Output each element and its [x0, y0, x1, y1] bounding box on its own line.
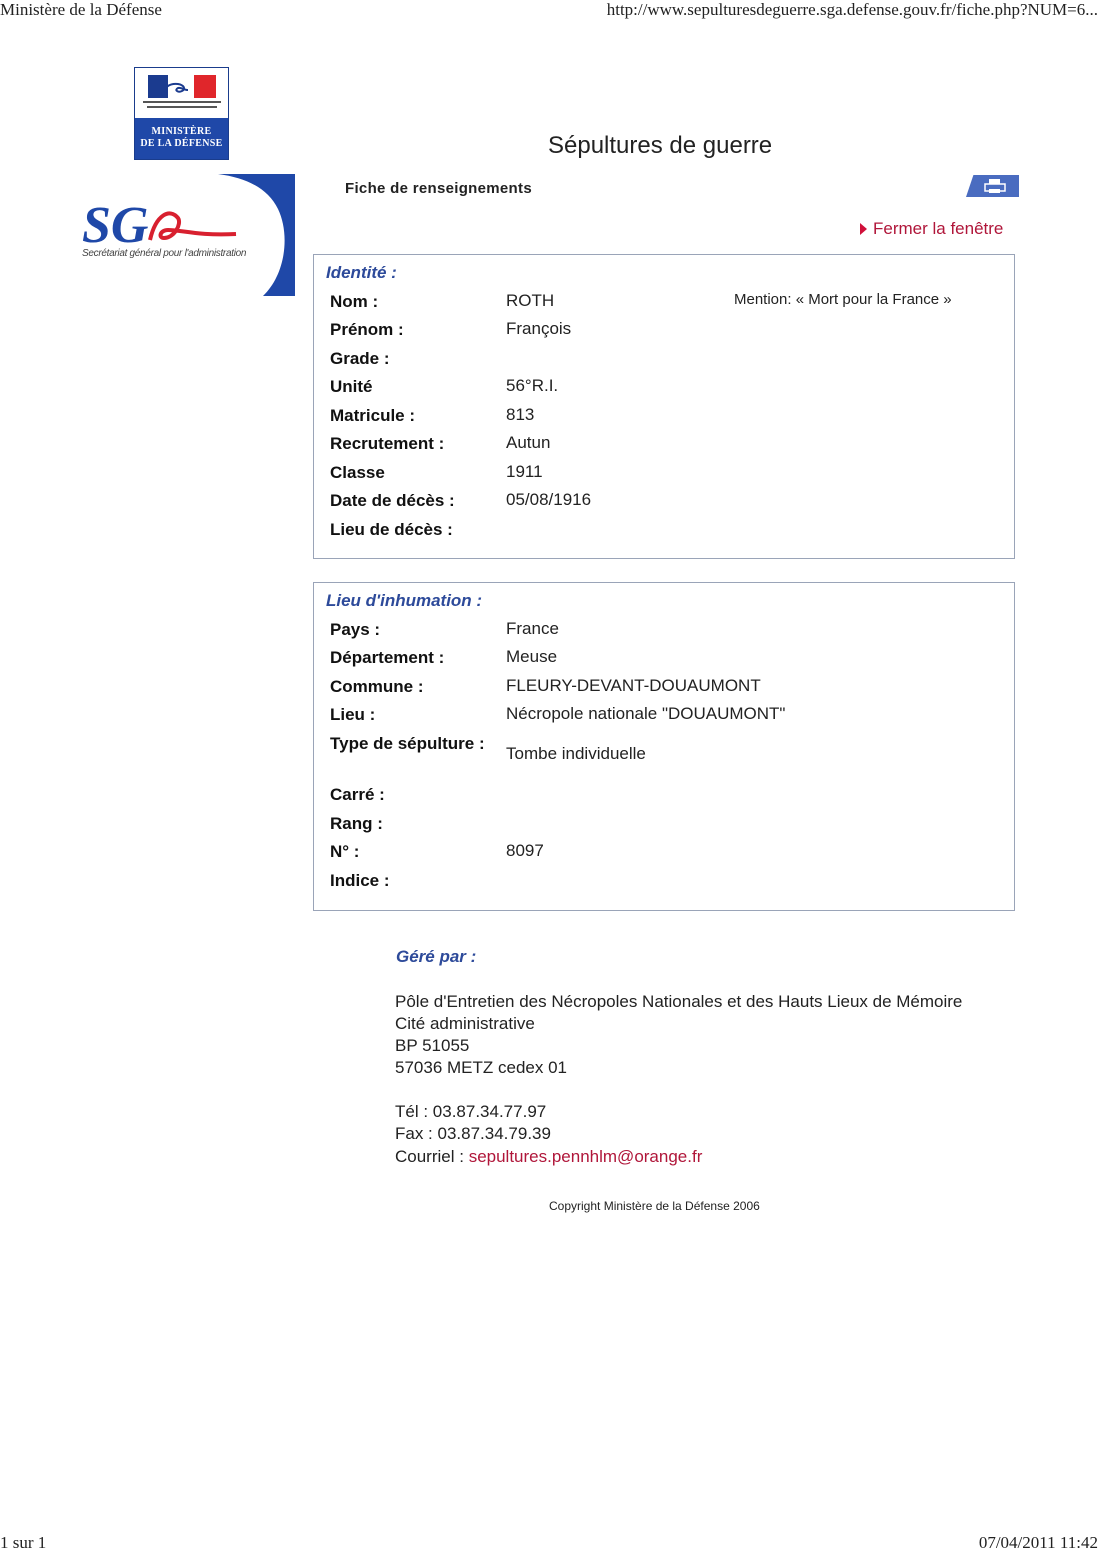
burial-title: Lieu d'inhumation : — [326, 591, 483, 610]
field-value: Nécropole nationale "DOUAUMONT" — [506, 704, 786, 723]
print-header — [0, 0, 1100, 22]
field-label: Département : — [330, 648, 445, 667]
ministry-logo-line2: DE LA DÉFENSE — [140, 138, 223, 149]
svg-text:SG: SG — [82, 197, 149, 254]
site-title: Sépultures de guerre — [548, 132, 773, 159]
field-value: Tombe individuelle — [506, 744, 646, 763]
close-window-link[interactable] — [860, 219, 1003, 239]
field-label: Prénom : — [330, 320, 404, 339]
field-label: Nom : — [330, 292, 379, 311]
managed-by-address-line: BP 51055 — [395, 1036, 470, 1055]
field-label: Lieu de décès : — [330, 520, 453, 539]
field-label: Matricule : — [330, 406, 416, 425]
copyright: Copyright Ministère de la Défense 2006 — [549, 1199, 760, 1213]
email-link[interactable]: sepultures.pennhlm@orange.fr — [468, 1147, 703, 1166]
managed-by-address-line: 57036 METZ cedex 01 — [395, 1058, 567, 1077]
field-label: N° : — [330, 842, 360, 861]
field-label: Date de décès : — [330, 491, 455, 510]
field-label: Lieu : — [330, 705, 376, 724]
print-header-left: Ministère de la Défense — [0, 0, 162, 19]
burial-panel — [313, 582, 1015, 911]
print-button[interactable] — [966, 175, 1019, 197]
field-value: ROTH — [506, 291, 555, 310]
field-label: Commune : — [330, 677, 424, 696]
field-label: Pays : — [330, 620, 381, 639]
field-label: Unité — [330, 377, 373, 396]
field-label: Recrutement : — [330, 434, 445, 453]
field-value: 8097 — [506, 841, 544, 860]
identity-title: Identité : — [326, 263, 397, 282]
sga-swoosh-icon — [78, 174, 298, 298]
field-label: Indice : — [330, 871, 390, 890]
field-label: Classe — [330, 463, 385, 482]
print-footer — [0, 1533, 1100, 1555]
field-value: 05/08/1916 — [506, 490, 592, 509]
field-value: 813 — [506, 405, 535, 424]
managed-by-title: Géré par : — [396, 947, 477, 966]
close-window-label: Fermer la fenêtre — [873, 219, 1004, 238]
marianne-icon — [148, 75, 216, 98]
motto-icon — [143, 101, 221, 109]
field-value: Autun — [506, 433, 551, 452]
sga-tagline: Secrétariat général pour l'administration — [82, 248, 247, 259]
email-label: Courriel : — [395, 1147, 469, 1166]
field-value: Meuse — [506, 647, 558, 666]
field-value: France — [506, 619, 559, 638]
field-value: FLEURY-DEVANT-DOUAUMONT — [506, 676, 761, 695]
field-value: 56°R.I. — [506, 376, 559, 395]
arrow-right-icon — [860, 223, 867, 235]
field-label: Grade : — [330, 349, 390, 368]
print-timestamp: 07/04/2011 11:42 — [978, 1533, 1098, 1552]
field-value: François — [506, 319, 572, 338]
field-label: Carré : — [330, 785, 385, 804]
field-label: Rang : — [330, 814, 383, 833]
fax-number: Fax : 03.87.34.79.39 — [395, 1124, 551, 1143]
mention-text: Mention: « Mort pour la France » — [734, 291, 952, 308]
phone-number: Tél : 03.87.34.77.97 — [395, 1102, 547, 1121]
managed-by-org: Pôle d'Entretien des Nécropoles Nationales et des Hauts Lieux de Mémoire — [395, 992, 963, 1011]
printer-icon — [984, 178, 1006, 194]
print-header-url: http://www.sepulturesdeguerre.sga.defense.gouv.fr/fiche.php?NUM=6... — [606, 0, 1098, 19]
ministry-logo — [134, 67, 229, 160]
ministry-logo-line1: MINISTÈRE — [151, 126, 212, 137]
email-line — [395, 1147, 702, 1167]
field-label: Type de sépulture : — [330, 734, 485, 753]
page-count: 1 sur 1 — [0, 1533, 47, 1552]
identity-panel — [313, 254, 1015, 559]
sheet-title: Fiche de renseignements — [345, 180, 532, 197]
sga-logo — [78, 174, 298, 298]
managed-by-address-line: Cité administrative — [395, 1014, 535, 1033]
field-value: 1911 — [506, 462, 543, 481]
